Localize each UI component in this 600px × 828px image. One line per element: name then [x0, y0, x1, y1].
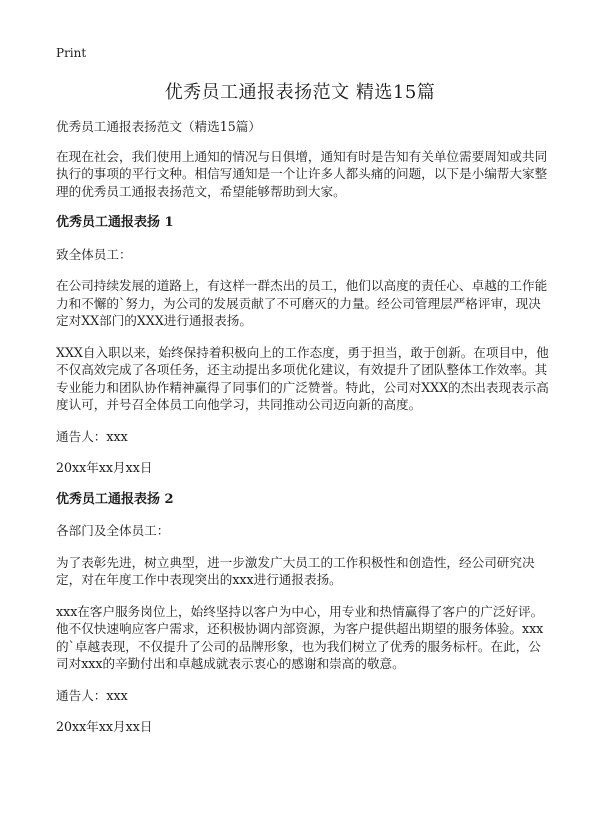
- section-heading-1: 优秀员工通报表扬 1: [56, 215, 174, 230]
- intro-paragraph: 在现在社会，我们使用上通知的情况与日俱增，通知有时是告知有关单位需要周知或共同执行的事项的平行文种。相信写通知是一个让许多人都头痛的问题，以下是小编帮大家整理的优秀员工通报表扬范文，希望能够帮助到大家。: [56, 148, 548, 199]
- section-1-paragraph-2: XXX自入职以来，始终保持着积极向上的工作态度，勇于担当，敢于创新。在项目中，他不仅高效完成了各项任务，还主动提出多项优化建议，有效提升了团队整体工作效率。其专业能力和团队协作精神赢得了同事们的广泛赞誉。特此，公司对XXX的杰出表现表示高度认可，并号召全体员工向他学习，共同推动公司迈向新的高度。: [56, 344, 549, 412]
- print-link[interactable]: Print: [56, 46, 87, 60]
- page-title: 优秀员工通报表扬范文 精选15篇: [164, 82, 436, 103]
- section-2-paragraph-1: 为了表彰先进，树立典型，进一步激发广大员工的工作积极性和创造性，经公司研究决定，对在年度工作中表现突出的xxx进行通报表扬。: [56, 554, 535, 587]
- document-subtitle: 优秀员工通报表扬范文（精选15篇）: [56, 119, 261, 134]
- salutation-1: 致全体员工：: [56, 246, 132, 262]
- section-1-paragraph-1: 在公司持续发展的道路上，有这样一群杰出的员工，他们以高度的责任心、卓越的工作能力和不懈的`努力，为公司的发展贡献了不可磨灭的力量。经公司管理层严格评审，现决定对XX部门的XXX进行通报表扬。: [56, 278, 548, 328]
- signature-2: 通告人：xxx: [56, 687, 128, 703]
- section-heading-2: 优秀员工通报表扬 2: [56, 491, 174, 507]
- date-2: 20xx年xx月xx日: [56, 719, 153, 734]
- salutation-2: 各部门及全体员工：: [56, 523, 170, 538]
- signature-1: 通告人：xxx: [56, 428, 128, 444]
- section-2-paragraph-2: xxx在客户服务岗位上，始终坚持以客户为中心，用专业和热情赢得了客户的广泛好评。他不仅快速响应客户需求，还积极协调内部资源，为客户提供超出期望的服务体验。xxx的`卓越表现，不仅提升了公司的品牌形象，也为我们树立了优秀的服务标杆。在此，公司对xxx的辛勤付出和卓越成就表示衷心的感谢和崇高的敬意。: [56, 603, 544, 671]
- document-body: [56, 118, 552, 750]
- date-1: 20xx年xx月xx日: [56, 460, 153, 475]
